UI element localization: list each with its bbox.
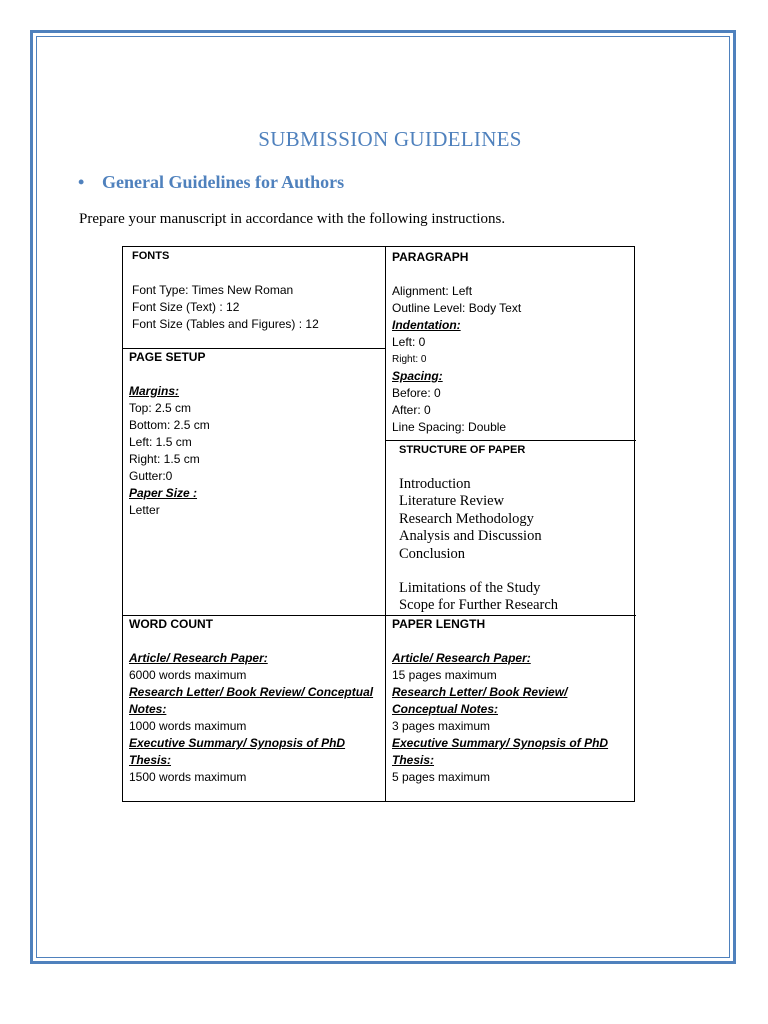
indentation-label: Indentation:: [392, 318, 461, 332]
list-item: Limitations of the Study: [399, 580, 541, 597]
paragraph-header: PARAGRAPH: [392, 250, 469, 264]
margin-bottom: Bottom: 2.5 cm: [129, 418, 210, 432]
list-item: Introduction: [399, 476, 471, 492]
exec-label-cont: Thesis:: [392, 753, 435, 767]
spacing-after: After: 0: [392, 403, 431, 417]
margin-left: Left: 1.5 cm: [129, 435, 192, 449]
page-setup-header: PAGE SETUP: [129, 350, 206, 364]
article-label: Article/ Research Paper:: [392, 651, 531, 665]
page-title: SUBMISSION GUIDELINES: [258, 127, 522, 151]
spacing-before: Before: 0: [392, 386, 441, 400]
margin-top: Top: 2.5 cm: [129, 401, 192, 415]
font-size-tables: Font Size (Tables and Figures) : 12: [132, 317, 319, 331]
margins-label: Margins:: [129, 384, 180, 398]
article-label: Article/ Research Paper:: [129, 651, 268, 665]
exec-label: Executive Summary/ Synopsis of PhD: [129, 736, 346, 750]
font-size-text: Font Size (Text) : 12: [132, 300, 240, 314]
paragraph-cell: [392, 249, 521, 436]
list-item: Literature Review: [399, 493, 505, 510]
section-heading-text: General Guidelines for Authors: [102, 172, 345, 192]
article-page-limit: 15 pages maximum: [392, 668, 497, 682]
letter-label: Research Letter/ Book Review/ Conceptual: [129, 685, 374, 699]
list-item: Conclusion: [399, 545, 466, 562]
word-count-cell: [129, 616, 373, 786]
gutter: Gutter:0: [129, 469, 173, 483]
letter-label-cont: Conceptual Notes:: [392, 702, 499, 716]
fonts-cell: [132, 248, 319, 333]
letter-label: Research Letter/ Book Review/: [392, 685, 568, 699]
exec-page-limit: 5 pages maximum: [392, 770, 491, 784]
exec-word-limit: 1500 words maximum: [129, 770, 247, 784]
list-item: Analysis and Discussion: [399, 528, 542, 545]
intro-text: Prepare your manuscript in accordance with the following instructions.: [79, 211, 506, 227]
list-item: Scope for Further Research: [399, 597, 559, 614]
article-word-limit: 6000 words maximum: [129, 668, 247, 682]
exec-label-cont: Thesis:: [129, 753, 172, 767]
letter-page-limit: 3 pages maximum: [392, 719, 491, 733]
structure-cell: [399, 442, 558, 615]
guidelines-table: [122, 246, 635, 802]
section-heading: [78, 172, 344, 193]
table-divider-paragraph: [385, 440, 636, 441]
paper-length-header: PAPER LENGTH: [392, 617, 486, 631]
paper-length-cell: [392, 616, 608, 786]
indent-right: Right: 0: [392, 354, 427, 365]
structure-list: [399, 476, 558, 615]
bullet-icon: •: [78, 172, 85, 192]
page-setup-cell: [129, 349, 210, 519]
fonts-header: FONTS: [132, 250, 170, 262]
paper-size: Letter: [129, 503, 160, 517]
list-item: Research Methodology: [399, 510, 534, 527]
line-spacing: Line Spacing: Double: [392, 420, 507, 434]
font-type: Font Type: Times New Roman: [132, 283, 294, 297]
indent-left: Left: 0: [392, 335, 426, 349]
letter-label-cont: Notes:: [129, 702, 167, 716]
table-divider-vertical: [385, 247, 386, 801]
outline-level: Outline Level: Body Text: [392, 301, 522, 315]
word-count-header: WORD COUNT: [129, 617, 213, 631]
alignment: Alignment: Left: [392, 284, 473, 298]
spacing-label: Spacing:: [392, 369, 443, 383]
paper-size-label: Paper Size :: [129, 486, 198, 500]
letter-word-limit: 1000 words maximum: [129, 719, 247, 733]
structure-header: STRUCTURE OF PAPER: [399, 444, 526, 456]
exec-label: Executive Summary/ Synopsis of PhD: [392, 736, 609, 750]
margin-right: Right: 1.5 cm: [129, 452, 200, 466]
